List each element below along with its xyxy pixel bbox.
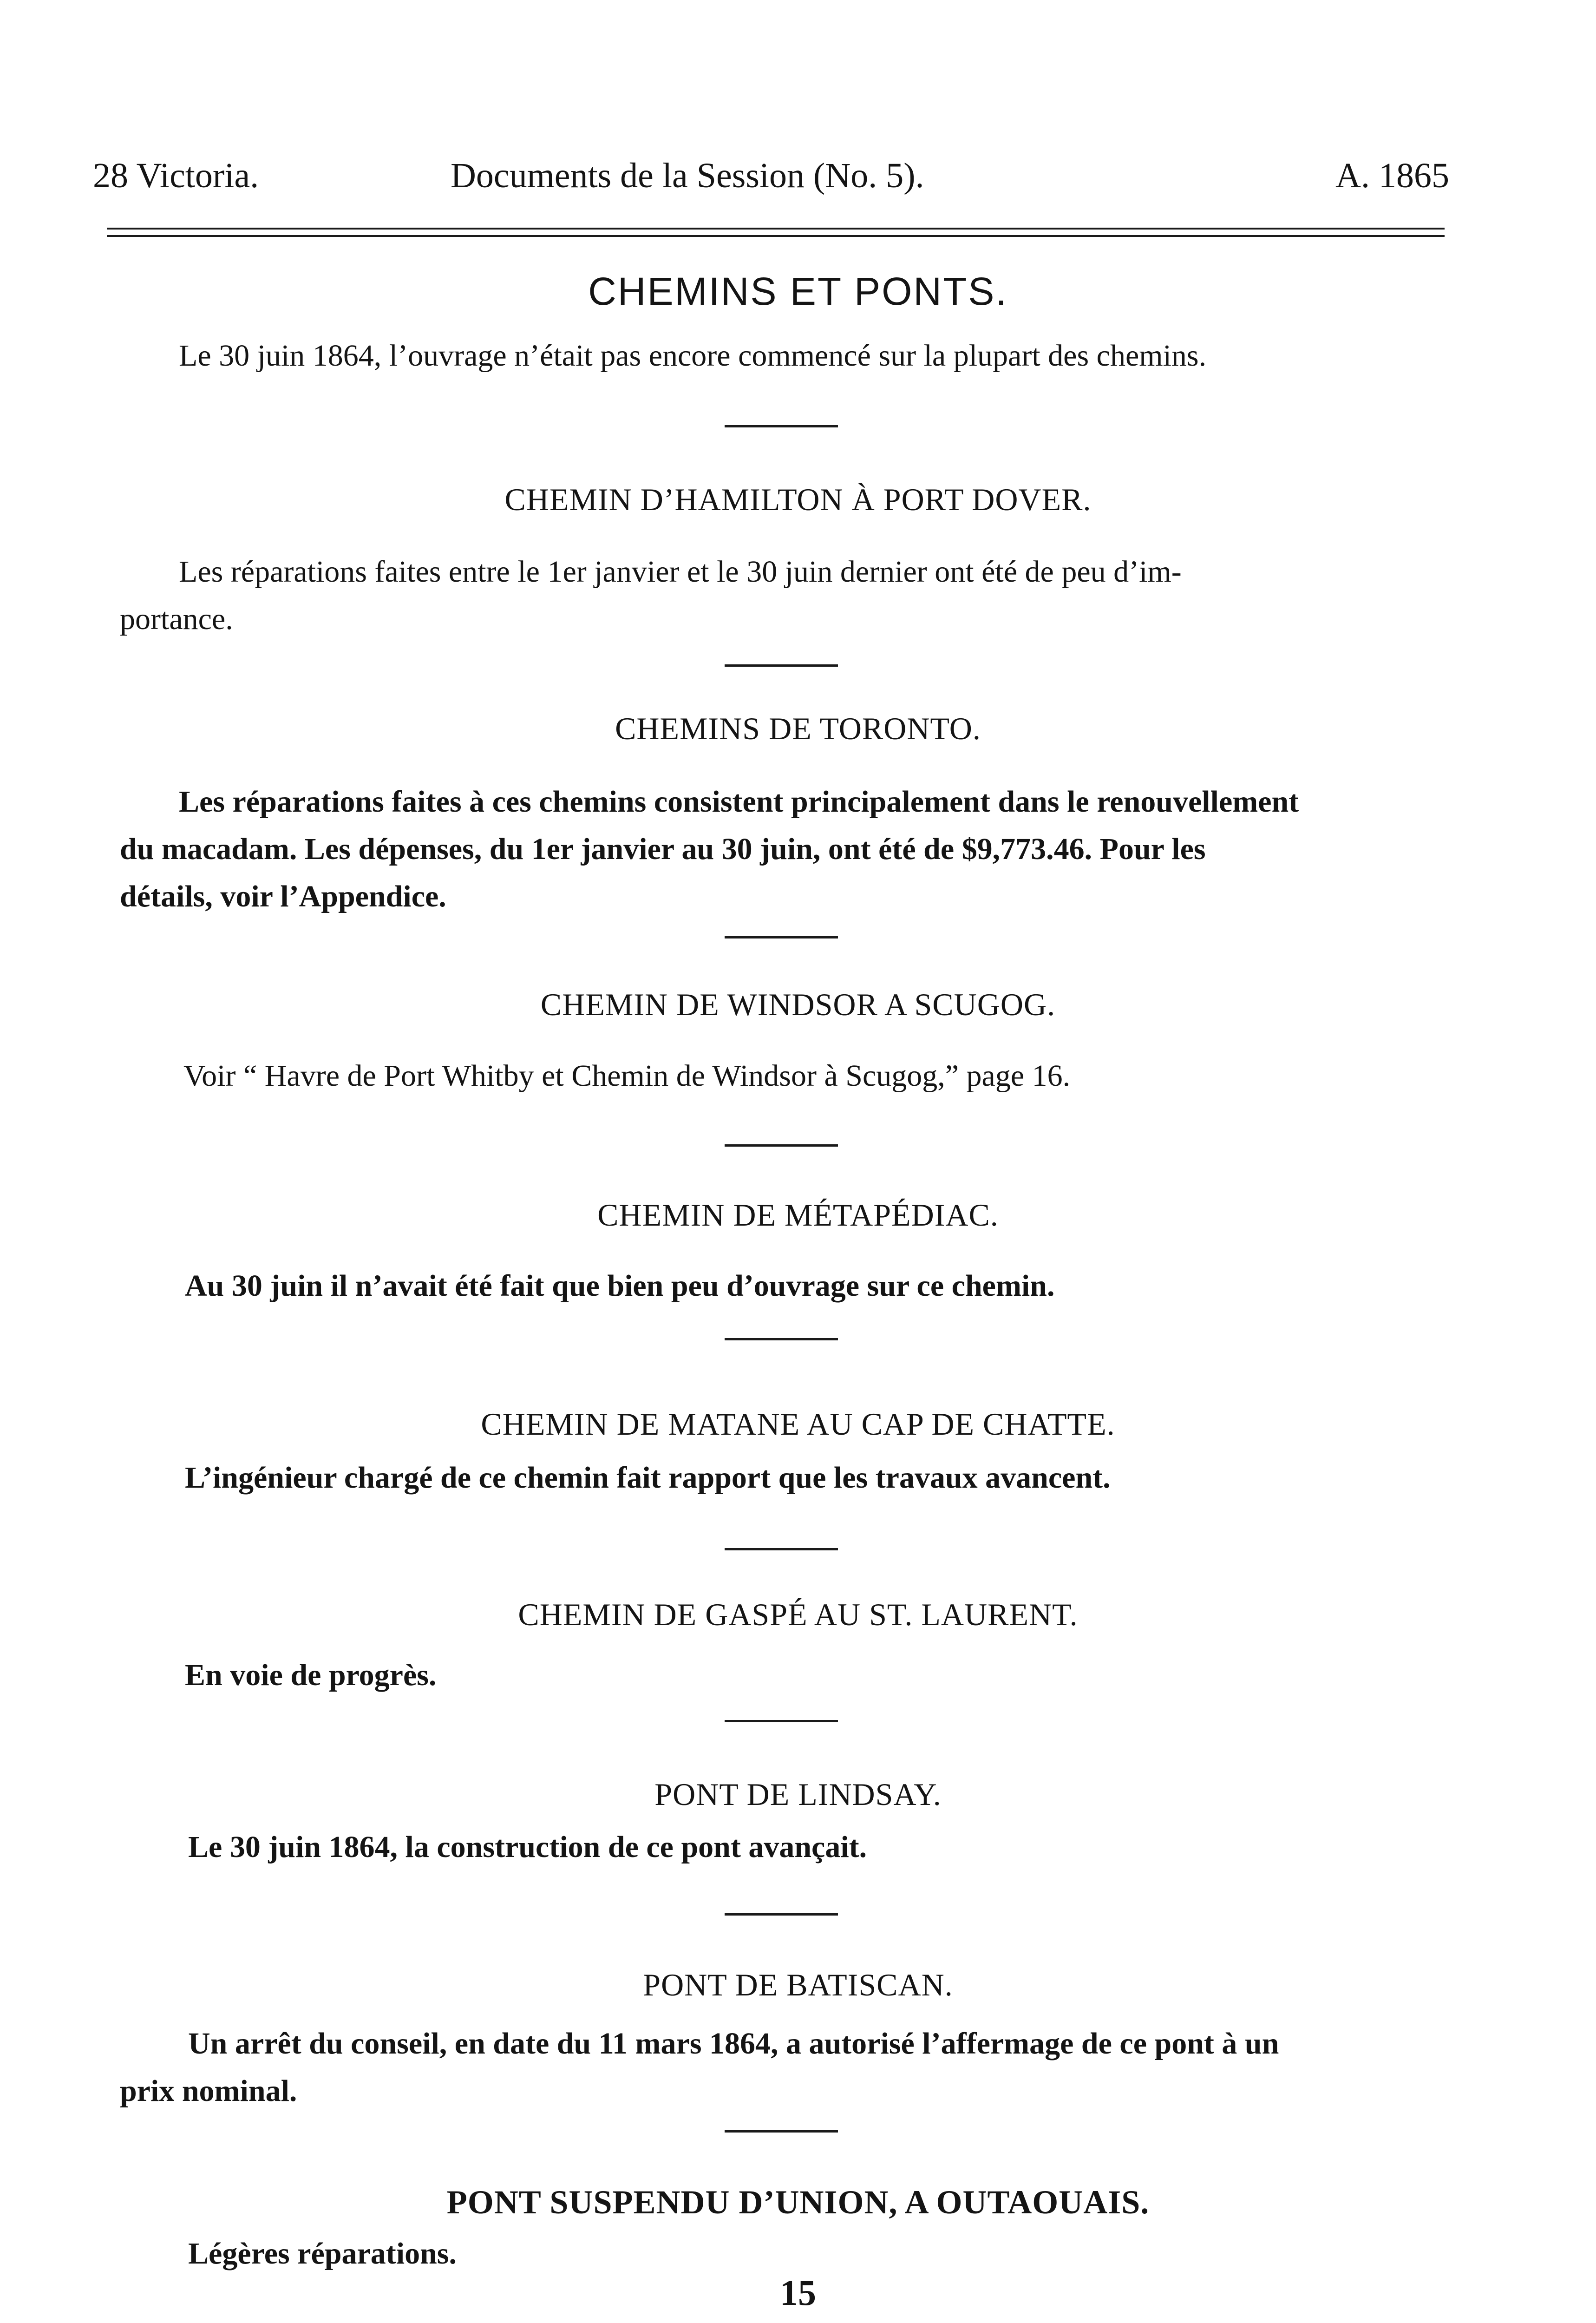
section-heading-union-bridge: PONT SUSPENDU D’UNION, A OUTAOUAIS. [446,2184,1150,2221]
header-year: A. 1865 [1335,156,1449,195]
section-divider [725,2130,838,2133]
section-text-line: Un arrêt du conseil, en date du 11 mars 1864, a autorisé l’affermage de ce pont à un [188,2027,1279,2061]
section-heading-lindsay: PONT DE LINDSAY. [654,1777,942,1812]
section-text-line: Légères réparations. [188,2237,457,2271]
section-divider [725,1144,838,1147]
section-divider [725,664,838,667]
section-text-line: L’ingénieur chargé de ce chemin fait rapport que les travaux avancent. [185,1461,1111,1495]
section-heading-batiscan: PONT DE BATISCAN. [643,1967,953,2002]
section-heading-toronto: CHEMINS DE TORONTO. [615,711,981,746]
section-heading-gaspe: CHEMIN DE GASPÉ AU ST. LAURENT. [518,1597,1078,1632]
section-text-line: Les réparations faites entre le 1er janvier et le 30 juin dernier ont été de peu d’im- [179,555,1182,589]
section-text-line: Voir “ Havre de Port Whitby et Chemin de Windsor à Scugog,” page 16. [183,1059,1071,1093]
section-divider [725,1338,838,1340]
section-divider [725,1913,838,1916]
section-text-line: En voie de progrès. [185,1658,437,1692]
section-heading-matane: CHEMIN DE MATANE AU CAP DE CHATTE. [481,1406,1115,1442]
section-text-line: détails, voir l’Appendice. [120,879,446,913]
running-header [93,148,1449,203]
section-divider [725,1548,838,1550]
section-heading-windsor: CHEMIN DE WINDSOR A SCUGOG. [540,987,1056,1022]
header-volume: 28 Victoria. [93,156,259,195]
section-text-line: du macadam. Les dépenses, du 1er janvier au 30 juin, ont été de $9,773.46. Pour les [120,832,1206,866]
section-text-line: portance. [120,602,233,636]
section-text-line: Le 30 juin 1864, la construction de ce pont avançait. [188,1830,867,1864]
section-divider [725,425,838,427]
intro-paragraph: Le 30 juin 1864, l’ouvrage n’était pas encore commencé sur la plupart des chemins. [179,339,1207,373]
section-heading-metapediac: CHEMIN DE MÉTAPÉDIAC. [597,1197,999,1233]
section-text-line: Les réparations faites à ces chemins consistent principalement dans le renouvellement [179,785,1299,819]
page-title: CHEMINS ET PONTS. [588,269,1008,313]
header-document-title: Documents de la Session (No. 5). [451,156,924,195]
section-divider [725,936,838,938]
section-divider [725,1720,838,1722]
section-heading-hamilton: CHEMIN D’HAMILTON À PORT DOVER. [504,482,1092,517]
section-text-line: Au 30 juin il n’avait été fait que bien peu d’ouvrage sur ce chemin. [185,1269,1055,1303]
page-number: 15 [780,2272,816,2313]
header-double-rule [107,228,1445,237]
section-text-line: prix nominal. [120,2074,297,2108]
